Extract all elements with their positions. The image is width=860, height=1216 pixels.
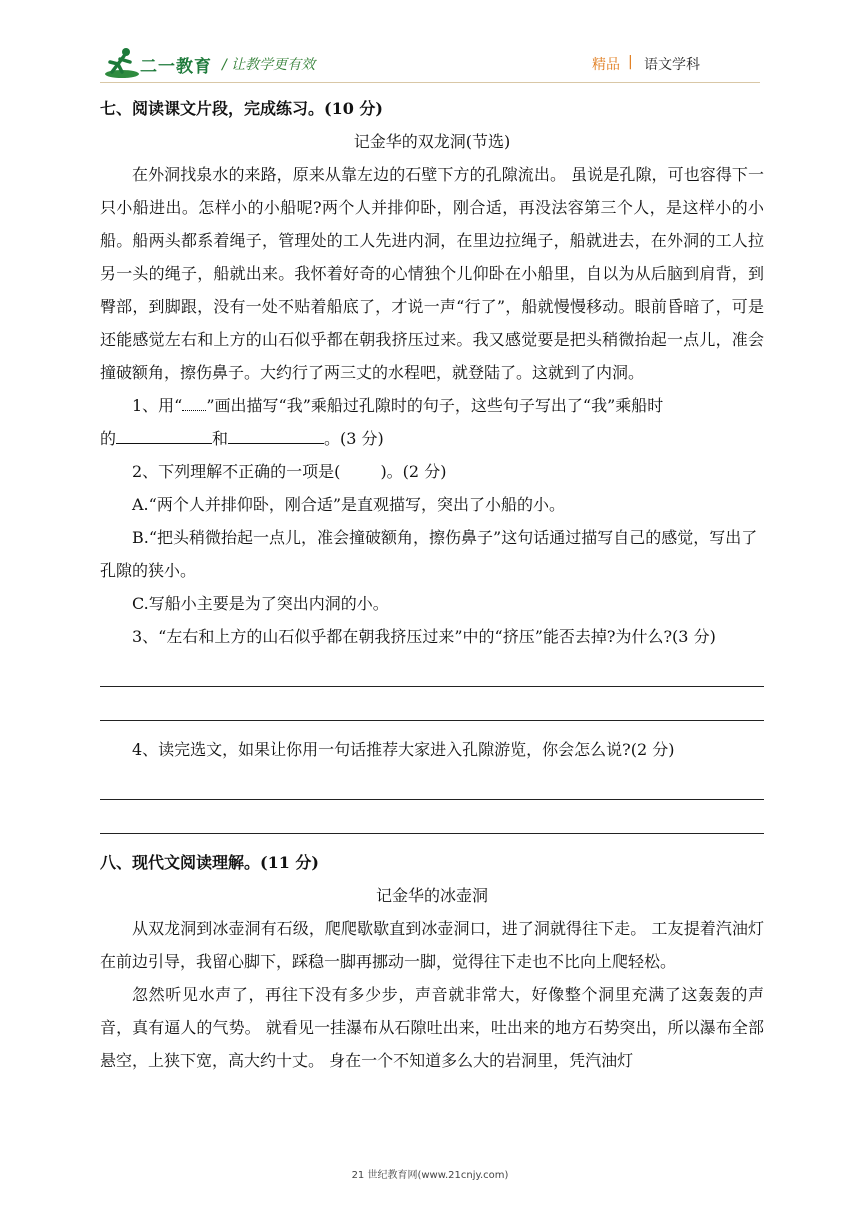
answer-line-q3-1[interactable] — [100, 653, 764, 687]
logo-text: 二一教育 — [140, 57, 212, 77]
answer-line-q3-2[interactable] — [100, 687, 764, 721]
runner-logo-icon — [104, 46, 140, 80]
option-b: B.“把头稍微抬起一点儿，准会撞破额角，擦伤鼻子”这句话通过描写自己的感觉，写出了孔隙的狭小。 — [100, 528, 758, 580]
option-c: C.写船小主要是为了突出内洞的小。 — [132, 594, 389, 613]
header-separator: | — [628, 54, 633, 70]
q1-text-a: 1、用“ — [132, 396, 183, 415]
section8-title: 记金华的冰壶洞 — [375, 886, 488, 905]
q2-text-b: )。(2 分) — [380, 462, 447, 481]
question-3: 3、“左右和上方的山石似乎都在朝我挤压过来”中的“挤压”能否去掉?为什么?(3 分) — [132, 627, 716, 646]
wavy-line-mark — [182, 394, 206, 411]
section7-heading: 七、阅读课文片段，完成练习。(10 分) — [100, 99, 383, 118]
q2-text-a: 2、下列理解不正确的一项是( — [132, 462, 341, 481]
subject-label: 语文学科 — [644, 57, 700, 73]
q1-text-c: 的 — [100, 429, 117, 448]
slogan: / 让教学更有效 — [222, 57, 316, 73]
answer-line-q4-1[interactable] — [100, 766, 764, 800]
question-2 — [100, 455, 764, 488]
header-divider — [100, 82, 760, 83]
section8-heading: 八、现代文阅读理解。(11 分) — [100, 853, 319, 872]
brand-logo — [104, 46, 232, 80]
answer-blank-2[interactable] — [228, 425, 324, 444]
answer-blank-1[interactable] — [116, 425, 212, 444]
question-4: 4、读完选文，如果让你用一句话推荐大家进入孔隙游览，你会怎么说?(2 分) — [132, 740, 675, 759]
section7-passage: 在外洞找泉水的来路，原来从靠左边的石壁下方的孔隙流出。 虽说是孔隙，可也容得下一只小船进出。怎样小的小船呢?两个人并排仰卧，刚合适，再没法容第三个人，是这样小的小船。船两头都系着绳子，管理处的工人先进内洞，在里边拉绳子，船就进去，在外洞的工人拉另一头的绳子，船就出来。我怀着好奇的心情独个儿仰卧在小船里，自以为从后脑到肩背，到臀部，到脚跟，没有一处不贴着船底了，才说一声“行了”，船就慢慢移动。眼前昏暗了，可是还能感觉左右和上方的山石似乎都在朝我挤压过来。我又感觉要是把头稍微抬起一点儿，准会撞破额角，擦伤鼻子。大约行了两三丈的水程吧，就登陆了。这就到了内洞。 — [100, 165, 764, 382]
page-footer: 21 世纪教育网(www.21cnjy.com) — [351, 1170, 509, 1181]
page-header — [0, 0, 860, 84]
question-1-blanks — [100, 422, 764, 455]
section8-para-2: 忽然听见水声了，再往下没有多少步，声音就非常大，好像整个洞里充满了这轰轰的声音，真有逼人的气势。 就看见一挂瀑布从石隙吐出来，吐出来的地方石势突出，所以瀑布全部悬空，上狭下宽，高大约十丈。 身在一个不知道多么大的岩洞里，凭汽油灯 — [100, 985, 764, 1070]
q1-text-d: 和 — [212, 429, 229, 448]
q1-text-b: ”画出描写“我”乘船过孔隙时的句子，这些句子写出了“我”乘船时 — [206, 396, 664, 415]
premium-badge: 精品 — [592, 57, 620, 73]
option-a: A.“两个人并排仰卧，刚合适”是直观描写，突出了小船的小。 — [132, 495, 566, 514]
question-1 — [100, 389, 764, 422]
document-body — [100, 92, 764, 1077]
section7-title: 记金华的双龙洞(节选) — [353, 132, 511, 151]
section8-para-1: 从双龙洞到冰壶洞有石级，爬爬歇歇直到冰壶洞口，进了洞就得往下走。 工友提着汽油灯在前边引导，我留心脚下，踩稳一脚再挪动一脚，觉得往下走也不比向上爬轻松。 — [100, 919, 764, 971]
answer-line-q4-2[interactable] — [100, 800, 764, 834]
q1-text-e: 。(3 分) — [324, 429, 384, 448]
